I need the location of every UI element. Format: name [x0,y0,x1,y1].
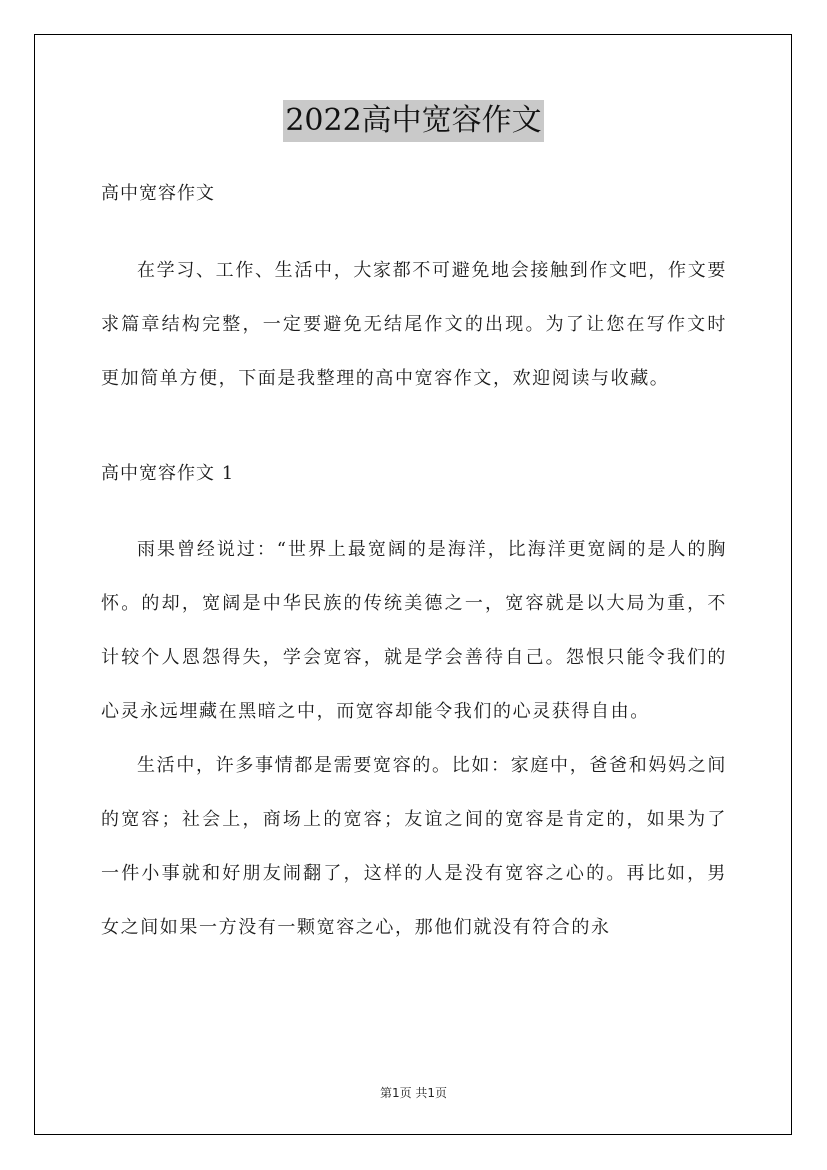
page-footer [0,1085,827,1101]
spacer [101,406,727,456]
essay-1-heading: 高中宽容作文 1 [101,463,235,484]
section-heading: 高中宽容作文 [101,183,215,204]
essay-1-paragraph-2: 生活中，许多事情都是需要宽容的。比如：家庭中，爸爸和妈妈之间的宽容；社会上，商场上的宽容；友谊之间的宽容是肯定的，如果为了一件小事就和好朋友闹翻了，这样的人是没有宽容之心的。再比如，男女之间如果一方没有一颗宽容之心，那他们就没有符合的永 [101,755,727,938]
essay-1-paragraph-1: 雨果曾经说过：“世界上最宽阔的是海洋，比海洋更宽阔的是人的胸怀。的却，宽阔是中华民族的传统美德之一，宽容就是以大局为重，不计较个人恩怨得失，学会宽容，就是学会善待自己。怨恨只能令我们的心灵永远埋藏在黑暗之中，而宽容却能令我们的心灵获得自由。 [101,539,727,722]
intro-paragraph: 在学习、工作、生活中，大家都不可避免地会接触到作文吧，作文要求篇章结构完整，一定要避免无结尾作文的出现。为了让您在写作文时更加简单方便，下面是我整理的高中宽容作文，欢迎阅读与收藏。 [101,260,727,389]
document-title-container [0,100,827,144]
document-body [101,176,727,955]
document-title: 2022高中宽容作文 [283,100,543,142]
page-indicator: 第1页 共1页 [379,1086,448,1100]
